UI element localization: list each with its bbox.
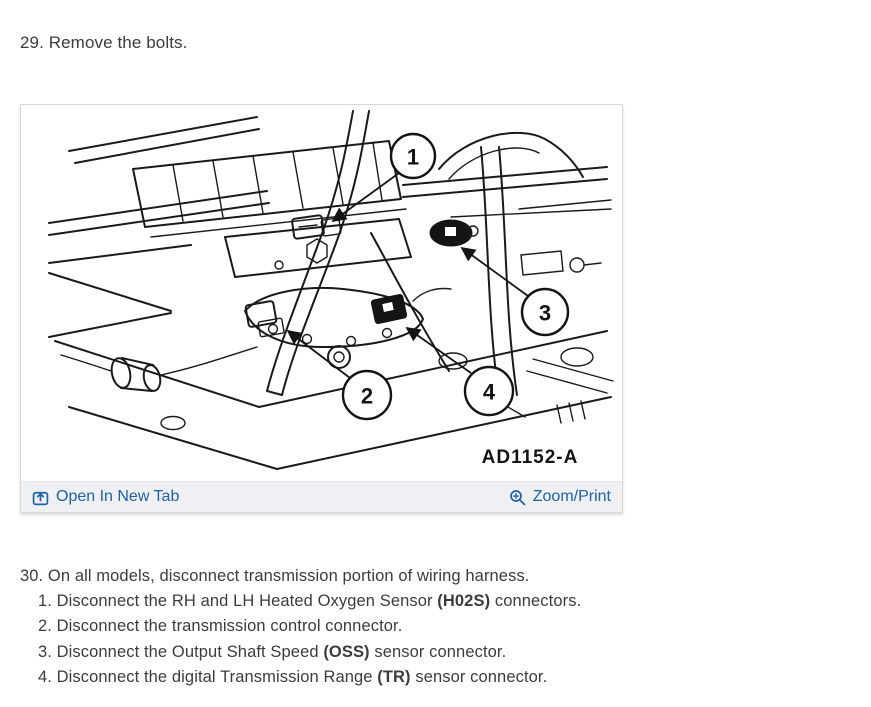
step-30-block	[20, 564, 581, 690]
step-29-text: 29. Remove the bolts.	[20, 33, 188, 52]
callout-2	[343, 371, 391, 419]
step-30-text: 30. On all models, disconnect transmission portion of wiring harness.	[20, 567, 530, 585]
magnifier-plus-icon	[509, 489, 526, 506]
callout-2-number: 2	[360, 383, 374, 409]
open-in-new-tab-icon	[32, 489, 49, 506]
callout-1-number: 1	[406, 144, 420, 170]
substep-1: 1. Disconnect the RH and LH Heated Oxygen Sensor (H02S) connectors.	[38, 592, 582, 611]
open-in-new-tab-link[interactable]	[32, 488, 179, 506]
zoom-print-label: Zoom/Print	[532, 488, 611, 505]
diagram-plug	[61, 355, 163, 392]
open-in-new-tab-label: Open In New Tab	[56, 488, 180, 505]
substep-2: 2. Disconnect the transmission control connector.	[38, 617, 403, 636]
callout-4-number: 4	[482, 379, 496, 405]
diagram-mid-case	[225, 219, 411, 277]
callout-3-number: 3	[538, 300, 552, 326]
figure-panel	[20, 104, 623, 513]
figure-toolbar	[21, 481, 622, 512]
zoom-print-link[interactable]	[509, 488, 611, 506]
step-30-substeps	[38, 589, 581, 690]
substep-4: 4. Disconnect the digital Transmission Range (TR) sensor connector.	[38, 667, 548, 686]
figure-label: AD1152-A	[481, 447, 579, 468]
callout-3	[522, 289, 568, 335]
callout-1	[391, 134, 435, 178]
substep-3: 3. Disconnect the Output Shaft Speed (OSS) sensor connector.	[38, 642, 507, 661]
diagram-connector-3	[430, 220, 478, 246]
callout-4	[465, 367, 513, 415]
transmission-diagram	[21, 105, 622, 481]
diagram-connector-4	[371, 294, 407, 324]
